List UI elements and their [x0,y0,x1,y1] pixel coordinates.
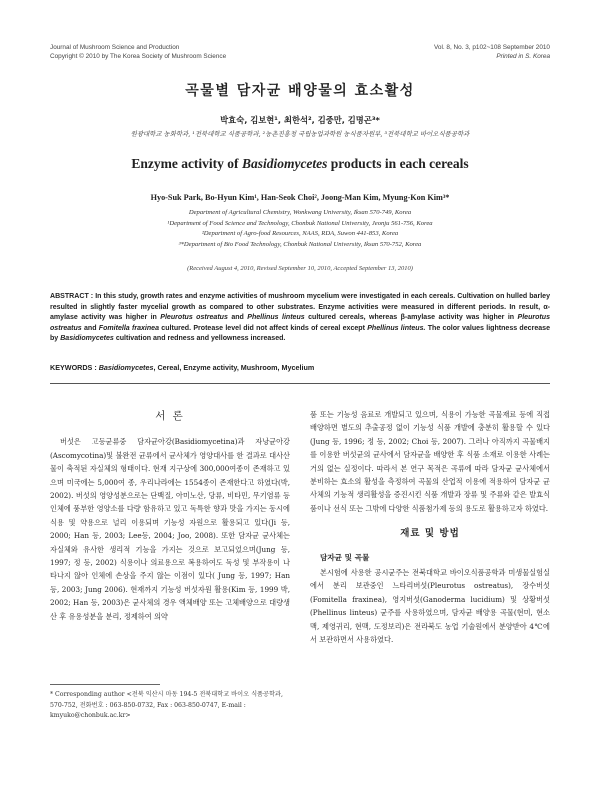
printed-line: Printed in S. Korea [496,52,550,60]
received-dates: (Received August 4, 2010, Revised September 10, 2010, Accepted September 13, 2010) [187,265,413,272]
affiliation-line: ¹Department of Food Science and Technology, Chonbuk National University, Jeonju 561-756, Korea [167,219,433,227]
korean-authors: 박효숙, 김보현¹, 최한석², 김중만, 김명곤³* [220,115,380,125]
abstract-text: cultured cereals, whereas β-amylase activity was higher in [304,314,518,321]
abstract [50,292,550,345]
abstract-text: and [81,324,99,332]
english-title-pre: Enzyme activity of [131,156,242,171]
copyright-line: Copyright © 2010 by The Korea Society of Mushroom Science [50,52,227,60]
abstract-text: and [227,314,248,321]
english-authors: Hyo-Suk Park, Bo-Hyun Kim¹, Han-Seok Choi², Joong-Man Kim, Myung-Kon Kim³* [150,193,450,202]
methods-paragraph: 본시험에 사용한 공시균주는 전북대학교 바이오식품공학과 미생물실험실에서 분리 보관중인 느타리버섯(Pleurotus ostreatus), 장수버섯(Fomitella fraxinea), 영지버섯(Ganoderma lucidium) 및 상황버섯(Phellinus linteus) 균주를 사용하였으며, 담자균 배양용 곡물(현미, 현소맥, 제영귀리, 현맥, 도정보리)은 전라북도 농업 기술원에서 분양받아 4℃에서 보관하면서 사용하였다. [310,568,550,645]
left-column [50,410,290,623]
english-title-post: products in each cereals [327,156,469,171]
species-name: Phellinus linteus. [367,324,426,332]
species-name: Pleurotus ostreatus [50,314,550,332]
journal-name: Journal of Mushroom Science and Production [50,44,180,51]
species-name: Fomitella fraxinea [98,324,160,332]
abstract-text: cultured. Protease level did not affect kinds of cereal except [159,324,368,332]
section-heading-intro: 서 론 [155,410,185,422]
intro-paragraph-continued: 품 또는 기능성 음료로 개발되고 있으며, 식용이 가능한 곡물재료 등에 직접 배양하면 별도의 추출공정 없이 기능성 식품 개발에 충분히 활용할 수 있다(Jung 등, 1996; 정 등, 2002; Choi 등, 2007). 그러나 아직까지 곡물배지를 이용한 버섯균의 균사에서 담자균을 배양한 후 식품 소재로 이용한 사례는 거의 없는 실정이다. 따라서 본 연구 목적은 곡류에 따라 담자균 균사체에서 분비하는 효소의 활성을 측정하여 곡물의 산업적 이용에 적용하여 담자균 균사체의 기능적 생리활성을 증진시킨 식품 개발과 장류 및 주류와 같은 발효식품이나 선식 또는 그밖에 다양한 식품첨가제 등의 용도로 활용하고자 하였다. [310,410,550,513]
abstract-text: cultivation and redness and yellowness increased. [113,335,286,342]
korean-title: 곡물별 담자균 배양물의 효소활성 [185,83,415,99]
keywords [50,363,550,372]
affiliation-line: Department of Agricultural Chemistry, Wonkwang University, Iksan 570-749, Korea [188,209,412,216]
keywords-label: KEYWORDS : [50,363,97,372]
abstract-text: The color values lightness decrease by [50,324,550,342]
keywords-rest: , Cereal, Enzyme activity, Mushroom, Mycelium [153,363,315,372]
english-title [0,156,600,172]
english-title-italic: Basidiomycetes [241,156,328,171]
footnote-divider [50,684,160,685]
divider [50,383,550,384]
affiliation-line: ³*Department of Bio Food Technology, Chonbuk National University, Iksan 570-752, Korea [178,240,422,248]
abstract-label: ABSTRACT : [50,293,94,300]
right-column [310,408,550,647]
species-name: Basidiomycetes [60,335,114,342]
species-name: Phellinus linteus [247,314,305,321]
affiliation-line: ²Department of Agro-food Resources, NAAS, RDA, Suwon 441-853, Korea [201,230,399,238]
subsection-heading: 담자균 및 곡물 [320,552,370,562]
english-affiliations [0,208,600,250]
section-heading-methods: 재료 및 방법 [400,528,460,540]
intro-paragraph: 버섯은 고등균류중 담자균아강(Basidiomycetina)과 자낭균아강(Ascomycotina)및 불완전 균류에서 균사체가 영양대사를 한 결과로 대사산물이 축적된 자실체의 형태이다. 현재 지구상에 300,000여종이 존재하고 있으며 미국에는 5,000여 종, 우리나라에는 1554종이 존재한다고 하였다(박, 2002). 버섯의 영양성분으로는 단백질, 아미노산, 당류, 비타민, 무기염류 등 인체에 풍부한 영양소를 다량 함유하고 있고 독특한 향과 맛을 가지는 동시에 식용 및 약용으로 널리 이용되며 기능성 자원으로 활용되고 있다(Ji 등, 2000; Han 등, 2003; Lee등, 2004; Joo, 2008). 또한 담자균 균사체는 자실체와 유사한 생리적 기능을 가지는 것으로 보고되었으며(Jung 등, 1997; 정 등, 2002) 식용이나 의료용으로 복용하여도 독성 및 부작용이 나타나지 않아 인체에 손상을 주지 않는 이점이 있다( Jung 등, 1997; Han 등, 2003; Jung 2006). 현재까지 기능성 버섯자원 활용(Kim 등, 1999 박, 2002; Han 등, 2003)은 균사체의 경우 액체배양 또는 고체배양으로 대량생산 후 유용성분을 분리, 정제하여 의약 [50,437,290,621]
keyword-italic: Basidiomycetes [98,363,154,372]
korean-affiliations: 원광대학교 농화학과, ¹전북대학교 식품공학과, ²농촌진흥청 국립농업과학원 농식품자원부, ³전북대학교 바이오식품공학과 [130,130,470,138]
species-name: Pleurotus ostreatus [160,314,228,321]
journal-header-left [50,44,226,61]
journal-header-right [434,44,550,61]
abstract-text: In this study, growth rates and enzyme activities of mushroom mycelium were investigated in each cereals. Cultivation on hulled barley resulted in slightly faster mycelial growth as compared to other substrates. Enzyme activities were measured in different periods. In result, α-amylase activity was higher in [50,293,550,321]
volume-line: Vol. 8, No. 3, p102~108 September 2010 [433,44,550,51]
corresponding-author-footnote: * Corresponding author <전북 익산시 마동 194-5 전북대학교 바이오 식품공학과, 570-752, 전화번호 : 063-850-0732, Fax : 063-850-0747, E-mail : kmyuko@chonbuk.ac.kr> [50,691,283,720]
